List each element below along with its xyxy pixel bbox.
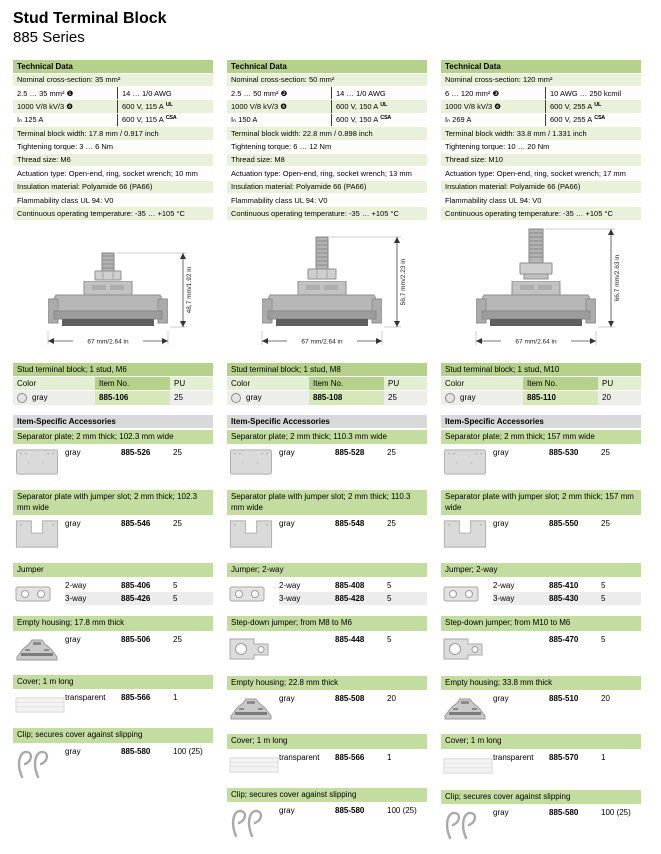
accessory-section [227,563,427,607]
accessory-row [279,692,427,705]
accessory-row [493,592,641,605]
accessory-color-label: gray [493,448,509,458]
accessory-row [65,691,213,704]
tech-row: Continuous operating temperature: -35 … +105 °C [441,207,641,220]
accessory-title: Cover; 1 m long [227,734,427,748]
pu-value: 25 [173,634,182,644]
accessory-row [65,633,213,646]
accessory-row [493,579,641,592]
item-number: 885-548 [335,518,365,528]
clip-icon [227,804,279,843]
tech-row: 1000 V/8 kV/3 ❹ 600 V, 150 A $^{UL}$ [227,100,427,113]
pu-value: 20 [598,391,641,405]
accessory-title: Step-down jumper; from M10 to M6 [441,616,641,630]
pu-value: 100 (25) [601,807,631,817]
accessory-title: Separator plate; 2 mm thick; 157 mm wide [441,430,641,444]
accessories-header: Item-Specific Accessories [441,415,641,428]
pu-value: 25 [601,518,610,528]
item-number: 885-406 [121,581,151,591]
tech-row: Tightening torque: 3 … 6 Nm [13,141,213,154]
accessory-section [13,728,213,783]
item-number: 885-408 [335,581,365,591]
tech-row: 2.5 … 35 mm² ❶ 14 … 1/0 AWG [13,87,213,100]
accessory-section [227,490,427,554]
pu-value: 1 [601,752,606,762]
pu-value: 100 (25) [173,746,203,756]
color-swatch [445,393,455,403]
accessory-variant-label: 3-way [65,594,87,604]
ul-mark-icon: UL [165,101,173,108]
pu-value: 25 [173,448,182,458]
accessory-section [13,675,213,719]
pu-value: 25 [387,448,396,458]
accessory-section [227,676,427,725]
accessory-section [13,430,213,481]
product-header: Stud terminal block; 1 stud, M10 [441,363,641,377]
column-header-item: Item No. [309,377,384,390]
tech-row: Nominal cross-section: 120 mm² [441,74,641,87]
accessory-row [493,446,641,459]
tech-row: Actuation type: Open-end, ring, socket wrench; 10 mm [13,167,213,180]
accessory-section [441,490,641,554]
width-dimension-label: 67 mm/2.64 in [301,338,343,346]
tech-row: Insulation material: Polyamide 66 (PA66) [441,181,641,194]
step-down-jumper-icon [441,633,493,667]
pu-value: 25 [384,391,427,405]
accessory-color-label: gray [279,448,295,458]
tech-row: Continuous operating temperature: -35 … +105 °C [13,207,213,220]
item-number: 885-580 [121,746,151,756]
accessory-row [65,579,213,592]
product-row [13,391,213,406]
item-number: 885-550 [549,518,579,528]
accessories-header: Item-Specific Accessories [13,415,213,428]
tech-row: Flammability class UL 94: V0 [441,194,641,207]
accessory-title: Empty housing; 17.8 mm thick [13,616,213,630]
item-number: 885-580 [335,805,365,815]
item-number: 885-580 [549,807,579,817]
accessory-color-label: gray [65,518,81,528]
item-number: 885-428 [335,594,365,604]
pu-value: 1 [387,752,392,762]
tech-row: 2.5 … 50 mm² ❷ 14 … 1/0 AWG [227,87,427,100]
accessory-variant-label: 2-way [65,581,87,591]
empty-housing-icon [227,692,279,725]
item-number: 885-470 [549,634,579,644]
accessory-section [441,734,641,780]
accessory-variant-label [279,633,335,646]
jumper-icon [227,579,279,607]
accessory-section [441,676,641,725]
accessory-row [279,633,427,646]
accessory-color-label: gray [65,746,81,756]
cover-icon [441,751,493,781]
product-column-m10 [441,60,641,854]
pu-value: 100 (25) [387,805,417,815]
technical-data-table [441,60,641,221]
accessory-title: Separator plate with jumper slot; 2 mm thick; 157 mm wide [441,490,641,515]
tech-row: Nominal cross-section: 35 mm² [13,74,213,87]
clip-icon [441,806,493,845]
accessory-color-label: gray [65,634,81,644]
column-header-color: Color [13,377,95,390]
product-columns [13,60,649,854]
empty-housing-icon [441,692,493,725]
separator-plate-icon [13,446,65,481]
pu-value: 25 [387,518,396,528]
accessory-section [227,734,427,778]
tech-row: Thread size: M10 [441,154,641,167]
series-subtitle: 885 Series [13,29,85,47]
accessory-title: Clip; secures cover against slipping [13,728,213,742]
product-column-m8 [227,60,427,852]
empty-housing-icon [13,633,65,666]
accessory-color-label: gray [493,807,509,817]
accessory-variant-label: 3-way [279,594,301,604]
tech-row: Insulation material: Polyamide 66 (PA66) [227,181,427,194]
tech-row: Iₙ 269 A 600 V, 255 A $^{CSA}$ [441,114,641,127]
product-column-headers [13,377,213,391]
accessory-variant-label: 2-way [493,581,515,591]
terminal-block-drawing [13,223,213,361]
pu-value: 5 [601,594,606,604]
pu-value: 25 [601,448,610,458]
pu-value: 5 [601,634,606,644]
accessory-color-label: gray [493,694,509,704]
tech-row: Tightening torque: 6 … 12 Nm [227,141,427,154]
accessory-title: Jumper; 2-way [441,563,641,577]
accessory-section [441,616,641,666]
technical-data-table [227,60,427,221]
step-down-jumper-icon [227,633,279,667]
accessory-section [441,430,641,481]
tech-row: Iₙ 150 A 600 V, 150 A $^{CSA}$ [227,114,427,127]
accessory-row [279,579,427,592]
height-dimension-label: 48,7 mm/1.92 in [186,266,193,314]
page-title: Stud Terminal Block [13,10,167,27]
pu-value: 5 [387,634,392,644]
accessory-row [493,633,641,646]
accessory-color-label: transparent [65,693,106,703]
tech-row: Continuous operating temperature: -35 … +105 °C [227,207,427,220]
separator-plate-slot-icon [13,517,65,554]
tech-row: Thread size: M8 [227,154,427,167]
accessory-title: Cover; 1 m long [441,734,641,748]
accessory-section [227,788,427,843]
accessory-variant-label [493,633,549,646]
ul-mark-icon: UL [380,101,387,108]
accessory-color-label: gray [65,448,81,458]
column-header-color: Color [441,377,523,390]
accessory-color-label: gray [493,518,509,528]
accessory-row [65,517,213,530]
product-column-headers [227,377,427,391]
tech-row: Terminal block width: 33.8 mm / 1.331 inch [441,127,641,140]
item-number: 885-566 [121,693,151,703]
accessory-title: Separator plate with jumper slot; 2 mm thick; 102.3 mm wide [13,490,213,515]
csa-mark-icon: CSA [380,115,391,122]
accessory-title: Cover; 1 m long [13,675,213,689]
product-header: Stud terminal block; 1 stud, M8 [227,363,427,377]
tech-row: 1000 V/8 kV/3 ❹ 600 V, 115 A $^{UL}$ [13,100,213,113]
pu-value: 1 [173,693,178,703]
accessory-section [441,790,641,845]
product-figure [227,223,427,363]
product-table [441,363,641,406]
accessory-row [279,517,427,530]
accessory-title: Empty housing; 33.8 mm thick [441,676,641,690]
accessories-header: Item-Specific Accessories [227,415,427,428]
product-row [441,391,641,406]
accessory-row [493,692,641,705]
pu-value: 25 [170,391,213,405]
csa-mark-icon: CSA [594,115,605,122]
accessory-row [65,592,213,605]
item-number: 885-106 [95,391,170,405]
cover-icon [227,751,279,779]
item-number: 885-526 [121,448,151,458]
jumper-icon [441,579,493,607]
terminal-block-drawing [227,223,427,361]
accessory-title: Clip; secures cover against slipping [441,790,641,804]
product-table [227,363,427,406]
accessory-variant-label: 2-way [279,581,301,591]
accessory-color-label: gray [279,694,295,704]
pu-value: 5 [387,594,392,604]
item-number: 885-108 [309,391,384,405]
item-number: 885-508 [335,694,365,704]
terminal-block-drawing [441,223,641,361]
tech-row: Actuation type: Open-end, ring, socket wrench; 17 mm [441,167,641,180]
product-column-m6 [13,60,213,793]
column-header-pu: PU [170,377,213,390]
accessory-color-label: transparent [279,752,320,762]
accessory-title: Empty housing; 22.8 mm thick [227,676,427,690]
product-row [227,391,427,406]
accessory-section [441,563,641,607]
tech-row: Flammability class UL 94: V0 [227,194,427,207]
product-header: Stud terminal block; 1 stud, M6 [13,363,213,377]
pu-value: 20 [601,694,610,704]
product-column-headers [441,377,641,391]
accessory-title: Separator plate; 2 mm thick; 102.3 mm wide [13,430,213,444]
accessory-color-label: transparent [493,752,534,762]
accessory-section [227,430,427,481]
accessory-color-label: gray [279,518,295,528]
tech-row: 6 … 120 mm² ❸ 10 AWG … 250 kcmil [441,87,641,100]
tech-row: Iₙ 125 A 600 V, 115 A $^{CSA}$ [13,114,213,127]
accessory-row [493,517,641,530]
width-dimension-label: 67 mm/2.64 in [87,338,129,346]
tech-row: Nominal cross-section: 50 mm² [227,74,427,87]
accessory-row [279,751,427,764]
accessory-title: Clip; secures cover against slipping [227,788,427,802]
pu-value: 5 [387,581,392,591]
cover-icon [13,691,65,719]
technical-data-table [13,60,213,221]
item-number: 885-448 [335,634,365,644]
item-number: 885-110 [523,391,598,405]
tech-row: Flammability class UL 94: V0 [13,194,213,207]
clip-icon [13,745,65,784]
pu-value: 5 [173,594,178,604]
column-header-item: Item No. [523,377,598,390]
tech-header: Technical Data [441,60,641,74]
column-header-pu: PU [384,377,427,390]
accessory-row [279,804,427,817]
width-dimension-label: 67 mm/2.64 in [515,338,557,346]
item-number: 885-430 [549,594,579,604]
tech-row: Actuation type: Open-end, ring, socket wrench; 13 mm [227,167,427,180]
accessory-row [493,806,641,819]
color-swatch [17,393,27,403]
item-number: 885-530 [549,448,579,458]
column-header-pu: PU [598,377,641,390]
pu-value: 20 [387,694,396,704]
tech-row: Terminal block width: 22.8 mm / 0.898 inch [227,127,427,140]
tech-row: Thread size: M6 [13,154,213,167]
accessory-row [65,446,213,459]
item-number: 885-546 [121,518,151,528]
accessory-variant-label: 3-way [493,594,515,604]
accessory-title: Separator plate with jumper slot; 2 mm thick; 110.3 mm wide [227,490,427,515]
accessory-row [279,446,427,459]
jumper-icon [13,579,65,607]
tech-row: Insulation material: Polyamide 66 (PA66) [13,181,213,194]
accessory-section [13,616,213,665]
pu-value: 25 [173,518,182,528]
item-number: 885-510 [549,694,579,704]
pu-value: 5 [173,581,178,591]
accessory-title: Jumper; 2-way [227,563,427,577]
separator-plate-icon [227,446,279,481]
separator-plate-icon [441,446,493,481]
height-dimension-label: 66,7 mm/2.63 in [614,254,621,302]
accessory-row [493,751,641,764]
accessory-title: Separator plate; 2 mm thick; 110.3 mm wide [227,430,427,444]
accessory-title: Step-down jumper; from M8 to M6 [227,616,427,630]
accessory-row [65,745,213,758]
color-label: gray [460,393,476,403]
tech-row: 1000 V/8 kV/3 ❹ 600 V, 255 A $^{UL}$ [441,100,641,113]
tech-header: Technical Data [227,60,427,74]
separator-plate-slot-icon [441,517,493,554]
accessory-row [279,592,427,605]
item-number: 885-410 [549,581,579,591]
product-figure [441,223,641,363]
pu-value: 5 [601,581,606,591]
ul-mark-icon: UL [594,101,601,108]
accessory-title: Jumper [13,563,213,577]
csa-mark-icon: CSA [165,115,177,122]
height-dimension-label: 56,7 mm/2.23 in [400,258,407,306]
tech-header: Technical Data [13,60,213,74]
color-label: gray [246,393,262,403]
item-number: 885-566 [335,752,365,762]
separator-plate-slot-icon [227,517,279,554]
product-table [13,363,213,406]
accessory-color-label: gray [279,805,295,815]
accessory-section [13,563,213,607]
accessory-section [227,616,427,666]
color-swatch [231,393,241,403]
tech-row: Tightening torque: 10 … 20 Nm [441,141,641,154]
item-number: 885-528 [335,448,365,458]
column-header-item: Item No. [95,377,170,390]
item-number: 885-506 [121,634,151,644]
accessory-section [13,490,213,554]
item-number: 885-426 [121,594,151,604]
item-number: 885-570 [549,752,579,762]
product-figure [13,223,213,363]
tech-row: Terminal block width: 17.8 mm / 0.917 inch [13,127,213,140]
color-label: gray [32,393,48,403]
column-header-color: Color [227,377,309,390]
